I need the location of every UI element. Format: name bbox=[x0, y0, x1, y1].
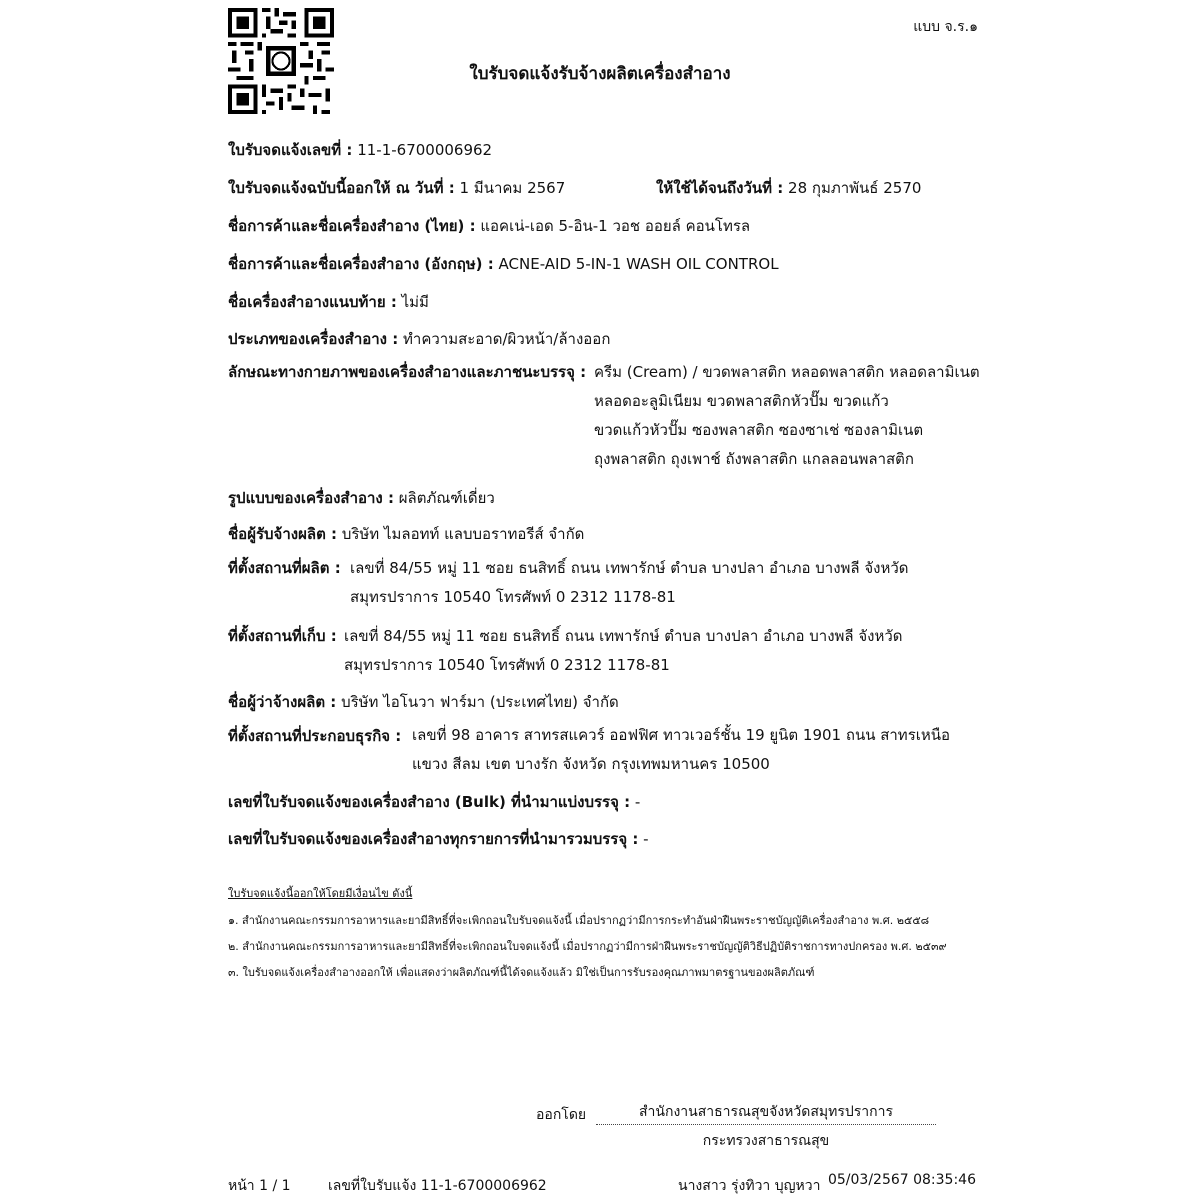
manufacturer-label: ชื่อผู้รับจ้างผลิต : bbox=[228, 525, 338, 543]
document-title: ใบรับจดแจ้งรับจ้างผลิตเครื่องสำอาง bbox=[469, 64, 731, 84]
condition-item: ๓. ใบรับจดแจ้งเครื่องสำอางออกให้ เพื่อแสดงว่าผลิตภัณฑ์นี้ได้จดแจ้งแล้ว มิใช่เป็นการรับรองคุณภาพมาตรฐานของผลิตภัณฑ์ bbox=[228, 966, 815, 979]
attached-name-row bbox=[228, 290, 429, 314]
manufacturer-row bbox=[228, 522, 584, 546]
storage-site-line: สมุทรปราการ 10540 โทรศัพท์ 0 2312 1178-81 bbox=[344, 656, 670, 674]
bulk-no-row bbox=[228, 790, 640, 814]
physical-line: ถุงพลาสติก ถุงเพาช์ ถังพลาสติก แกลลอนพลาสติก bbox=[594, 450, 914, 468]
name-en-label: ชื่อการค้าและชื่อเครื่องสำอาง (อังกฤษ) : bbox=[228, 255, 494, 273]
hirer-label: ชื่อผู้ว่าจ้างผลิต : bbox=[228, 693, 337, 711]
name-th-label: ชื่อการค้าและชื่อเครื่องสำอาง (ไทย) : bbox=[228, 217, 476, 235]
manufacture-site-line: เลขที่ 84/55 หมู่ 11 ซอย ธนสิทธิ์ ถนน เทพารักษ์ ตำบล บางปลา อำเภอ บางพลี จังหวัด bbox=[350, 559, 909, 577]
footer-officer-name: นางสาว รุ่งทิวา บุญหวา bbox=[678, 1178, 821, 1194]
footer-timestamp: 05/03/2567 08:35:46 bbox=[827, 1172, 976, 1188]
footer-page-number: หน้า 1 / 1 bbox=[228, 1178, 291, 1194]
business-site-line: แขวง สีลม เขต บางรัก จังหวัด กรุงเทพมหานคร 10500 bbox=[412, 755, 770, 773]
category-row bbox=[228, 327, 610, 351]
manufacturer-value: บริษัท ไมลอทท์ แลบบอราทอรีส์ จำกัด bbox=[341, 525, 585, 543]
format-label: รูปแบบของเครื่องสำอาง : bbox=[228, 489, 394, 507]
signature-line bbox=[596, 1124, 936, 1125]
conditions-heading: ใบรับจดแจ้งนี้ออกให้โดยมีเงื่อนไข ดังนี้ bbox=[228, 887, 413, 900]
hirer-row bbox=[228, 690, 619, 714]
name-en-row bbox=[228, 252, 779, 276]
issue-date-row bbox=[228, 176, 565, 200]
valid-until-label: ให้ใช้ได้จนถึงวันที่ : bbox=[656, 179, 784, 197]
hirer-value: บริษัท ไอโนวา ฟาร์มา (ประเทศไทย) จำกัด bbox=[341, 693, 619, 711]
issuer-label: ออกโดย bbox=[536, 1107, 587, 1123]
format-row bbox=[228, 486, 495, 510]
footer-reference-number: เลขที่ใบรับแจ้ง 11-1-6700006962 bbox=[328, 1178, 547, 1194]
physical-line: ครีม (Cream) / ขวดพลาสติก หลอดพลาสติก หลอดลามิเนต bbox=[594, 363, 980, 381]
physical-line: ขวดแก้วหัวปั๊ม ซองพลาสติก ซองซาเช่ ซองลามิเนต bbox=[594, 421, 924, 439]
name-en-value: ACNE-AID 5-IN-1 WASH OIL CONTROL bbox=[498, 255, 779, 273]
business-site-line: เลขที่ 98 อาคาร สาทรสแควร์ ออฟฟิศ ทาวเวอร์ชั้น 19 ยูนิต 1901 ถนน สาทรเหนือ bbox=[412, 726, 951, 744]
storage-site-label: ที่ตั้งสถานที่เก็บ : bbox=[228, 627, 337, 645]
physical-label: ลักษณะทางกายภาพของเครื่องสำอางและภาชนะบรรจุ : bbox=[228, 363, 587, 381]
bulk-no-value: - bbox=[634, 793, 641, 811]
notification-no-value: 11-1-6700006962 bbox=[357, 141, 493, 159]
valid-until-row bbox=[656, 176, 921, 200]
attached-name-value: ไม่มี bbox=[401, 293, 429, 311]
combined-no-label: เลขที่ใบรับจดแจ้งของเครื่องสำอางทุกรายการที่นำมารวมบรรจุ : bbox=[228, 830, 639, 848]
issue-date-value: 1 มีนาคม 2567 bbox=[459, 179, 566, 197]
business-site-label: ที่ตั้งสถานที่ประกอบธุรกิจ : bbox=[228, 727, 402, 745]
storage-site-line: เลขที่ 84/55 หมู่ 11 ซอย ธนสิทธิ์ ถนน เทพารักษ์ ตำบล บางปลา อำเภอ บางพลี จังหวัด bbox=[344, 627, 903, 645]
condition-item: ๑. สำนักงานคณะกรรมการอาหารและยามีสิทธิ์ที่จะเพิกถอนใบรับจดแจ้งนี้ เมื่อปรากฏว่ามีการกระทำอันฝ่าฝืนพระราชบัญญัติเครื่องสำอาง พ.ศ. ๒๕๕๘ bbox=[228, 914, 930, 927]
combined-no-value: - bbox=[643, 830, 649, 848]
notification-no-label: ใบรับจดแจ้งเลขที่ : bbox=[228, 141, 353, 159]
category-value: ทำความสะอาด/ผิวหน้า/ล้างออก bbox=[403, 330, 611, 348]
combined-no-row bbox=[228, 827, 649, 851]
category-label: ประเภทของเครื่องสำอาง : bbox=[228, 330, 399, 348]
manufacture-site-line: สมุทรปราการ 10540 โทรศัพท์ 0 2312 1178-81 bbox=[350, 588, 676, 606]
attached-name-label: ชื่อเครื่องสำอางแนบท้าย : bbox=[228, 293, 397, 311]
manufacture-site-label: ที่ตั้งสถานที่ผลิต : bbox=[228, 559, 341, 577]
name-th-row bbox=[228, 214, 750, 238]
physical-line: หลอดอะลูมิเนียม ขวดพลาสติกหัวปั๊ม ขวดแก้ว bbox=[594, 392, 889, 410]
condition-item: ๒. สำนักงานคณะกรรมการอาหารและยามีสิทธิ์ที่จะเพิกถอนใบจดแจ้งนี้ เมื่อปรากฏว่ามีการฝ่าฝืนพระราชบัญญัติวิธีปฏิบัติราชการทางปกครอง พ.ศ. ๒๕๓๙ bbox=[228, 940, 947, 953]
format-value: ผลิตภัณฑ์เดี่ยว bbox=[398, 489, 495, 507]
notification-no-row bbox=[228, 138, 492, 162]
issuer-office: สำนักงานสาธารณสุขจังหวัดสมุทรปราการ bbox=[638, 1104, 894, 1120]
bulk-no-label: เลขที่ใบรับจดแจ้งของเครื่องสำอาง (Bulk) ที่นำมาแบ่งบรรจุ : bbox=[228, 793, 631, 811]
form-code: แบบ จ.ร.๑ bbox=[913, 19, 978, 35]
name-th-value: แอคเน่-เอด 5-อิน-1 วอช ออยล์ คอนโทรล bbox=[480, 217, 751, 235]
issuer-ministry: กระทรวงสาธารณสุข bbox=[702, 1133, 830, 1149]
issue-date-label: ใบรับจดแจ้งฉบับนี้ออกให้ ณ วันที่ : bbox=[228, 179, 455, 197]
valid-until-value: 28 กุมภาพันธ์ 2570 bbox=[788, 179, 922, 197]
